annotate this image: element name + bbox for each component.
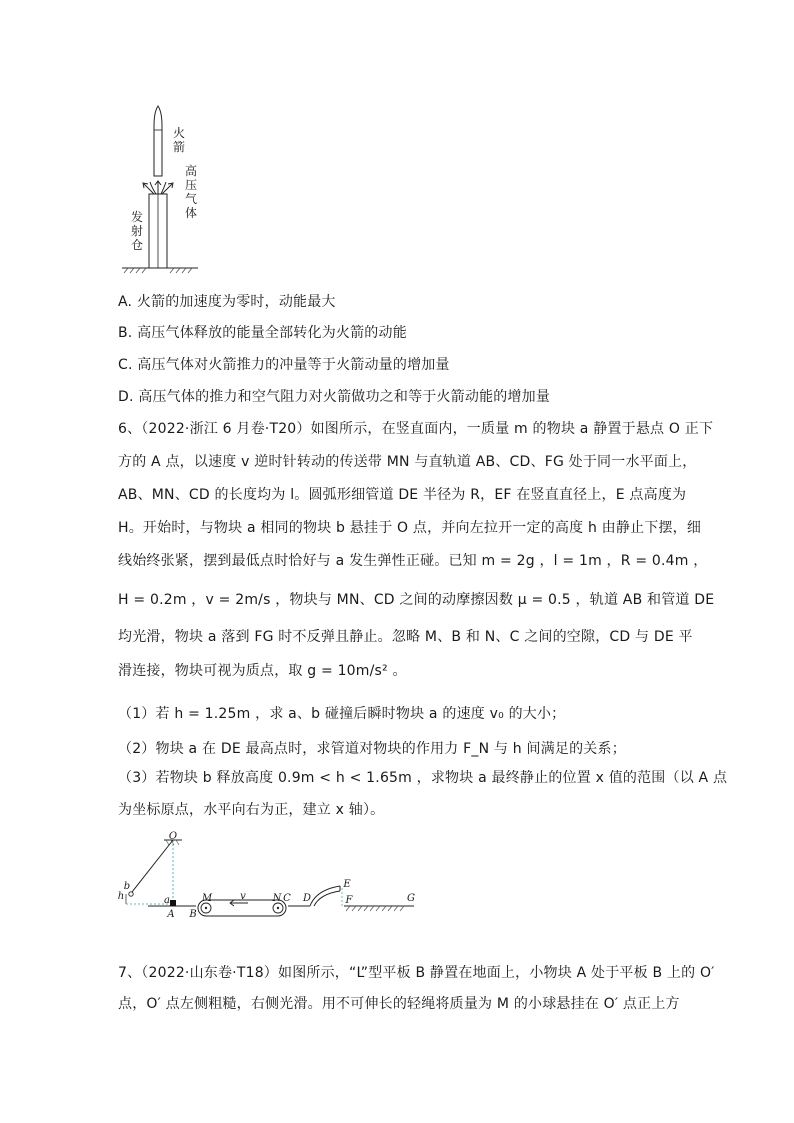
label-a: a (164, 895, 170, 906)
label-B: B (189, 909, 197, 920)
option-a: A. 火箭的加速度为零时，动能最大 (118, 294, 336, 310)
label-A: A (167, 909, 175, 920)
label-D: D (302, 893, 312, 904)
rocket-figure (118, 98, 218, 278)
rocket-body (154, 106, 162, 176)
label-C: C (283, 893, 291, 904)
option-c: C. 高压气体对火箭推力的冲量等于火箭动量的增加量 (118, 357, 450, 373)
option-d: D. 高压气体的推力和空气阻力对火箭做功之和等于火箭动能的增加量 (118, 389, 551, 405)
label-N: N (272, 893, 282, 904)
label-O: O (168, 831, 178, 842)
option-b: B. 高压气体释放的能量全部转化为火箭的动能 (118, 325, 407, 341)
track-figure (118, 828, 418, 920)
q6-line-7: 均光滑，物块 a 落到 FG 时不反弹且静止。忽略 M、B 和 N、C 之间的空隙，CD 与 DE 平 (118, 629, 693, 645)
q6-line-8: 滑连接，物块可视为质点，取 g = 10m/s² 。 (118, 663, 407, 679)
q7-line-1: 7、（2022·山东卷·T18）如图所示，“L”型平板 B 静置在地面上，小物块 A 处于平板 B 上的 O′ (118, 965, 715, 981)
q6-sub-3: （3）若物块 b 释放高度 0.9m < h < 1.65m ，求物块 a 最终静止的位置 x 值的范围（以 A 点 (118, 770, 728, 786)
q6-line-6: H = 0.2m ，v = 2m/s ，物块与 MN、CD 之间的动摩擦因数 μ = 0.5 ，轨道 AB 和管道 DE (118, 592, 715, 608)
silo-label: 发射仓 (130, 210, 143, 252)
q7-line-2: 点，O′ 点左侧粗糙，右侧光滑。用不可伸长的轻绳将质量为 M 的小球悬挂在 O′ 点正上方 (118, 996, 680, 1012)
q6-line-5: 线始终张紧，摆到最低点时恰好与 a 发生弹性正碰。已知 m = 2g ，l = 1m ，R = 0.4m ， (118, 553, 708, 569)
gas-arrows (143, 181, 173, 194)
q6-sub-3-cont: 为坐标原点，水平向右为正，建立 x 轴）。 (118, 802, 385, 818)
label-F: F (345, 895, 353, 906)
label-h: h (117, 891, 125, 902)
q6-line-2: 方的 A 点，以速度 v 逆时针转动的传送带 MN 与直轨道 AB、CD、FG 处于同一水平面上， (118, 454, 697, 470)
label-E: E (343, 879, 351, 890)
q6-sub-1: （1）若 h = 1.25m ，求 a、b 碰撞后瞬时物块 a 的速度 v₀ 的大小； (118, 706, 566, 722)
gas-label: 高压气体 (184, 164, 197, 220)
label-v: v (240, 891, 246, 902)
label-b: b (123, 881, 131, 892)
label-M: M (201, 893, 213, 904)
rocket-label: 火箭 (172, 126, 185, 154)
q6-line-4: H。开始时，与物块 a 相同的物块 b 悬挂于 O 点，并向左拉开一定的高度 h 由静止下摆，细 (118, 520, 702, 536)
label-G: G (407, 893, 415, 904)
q6-line-3: AB、MN、CD 的长度均为 l。圆弧形细管道 DE 半径为 R，EF 在竖直直径上，E 点高度为 (118, 487, 687, 503)
q6-sub-2: （2）物块 a 在 DE 最高点时，求管道对物块的作用力 F_N 与 h 间满足的关系； (118, 741, 626, 757)
q6-line-1: 6、（2022·浙江 6 月卷·T20）如图所示，在竖直面内，一质量 m 的物块 a 静置于悬点 O 正下 (118, 421, 714, 437)
